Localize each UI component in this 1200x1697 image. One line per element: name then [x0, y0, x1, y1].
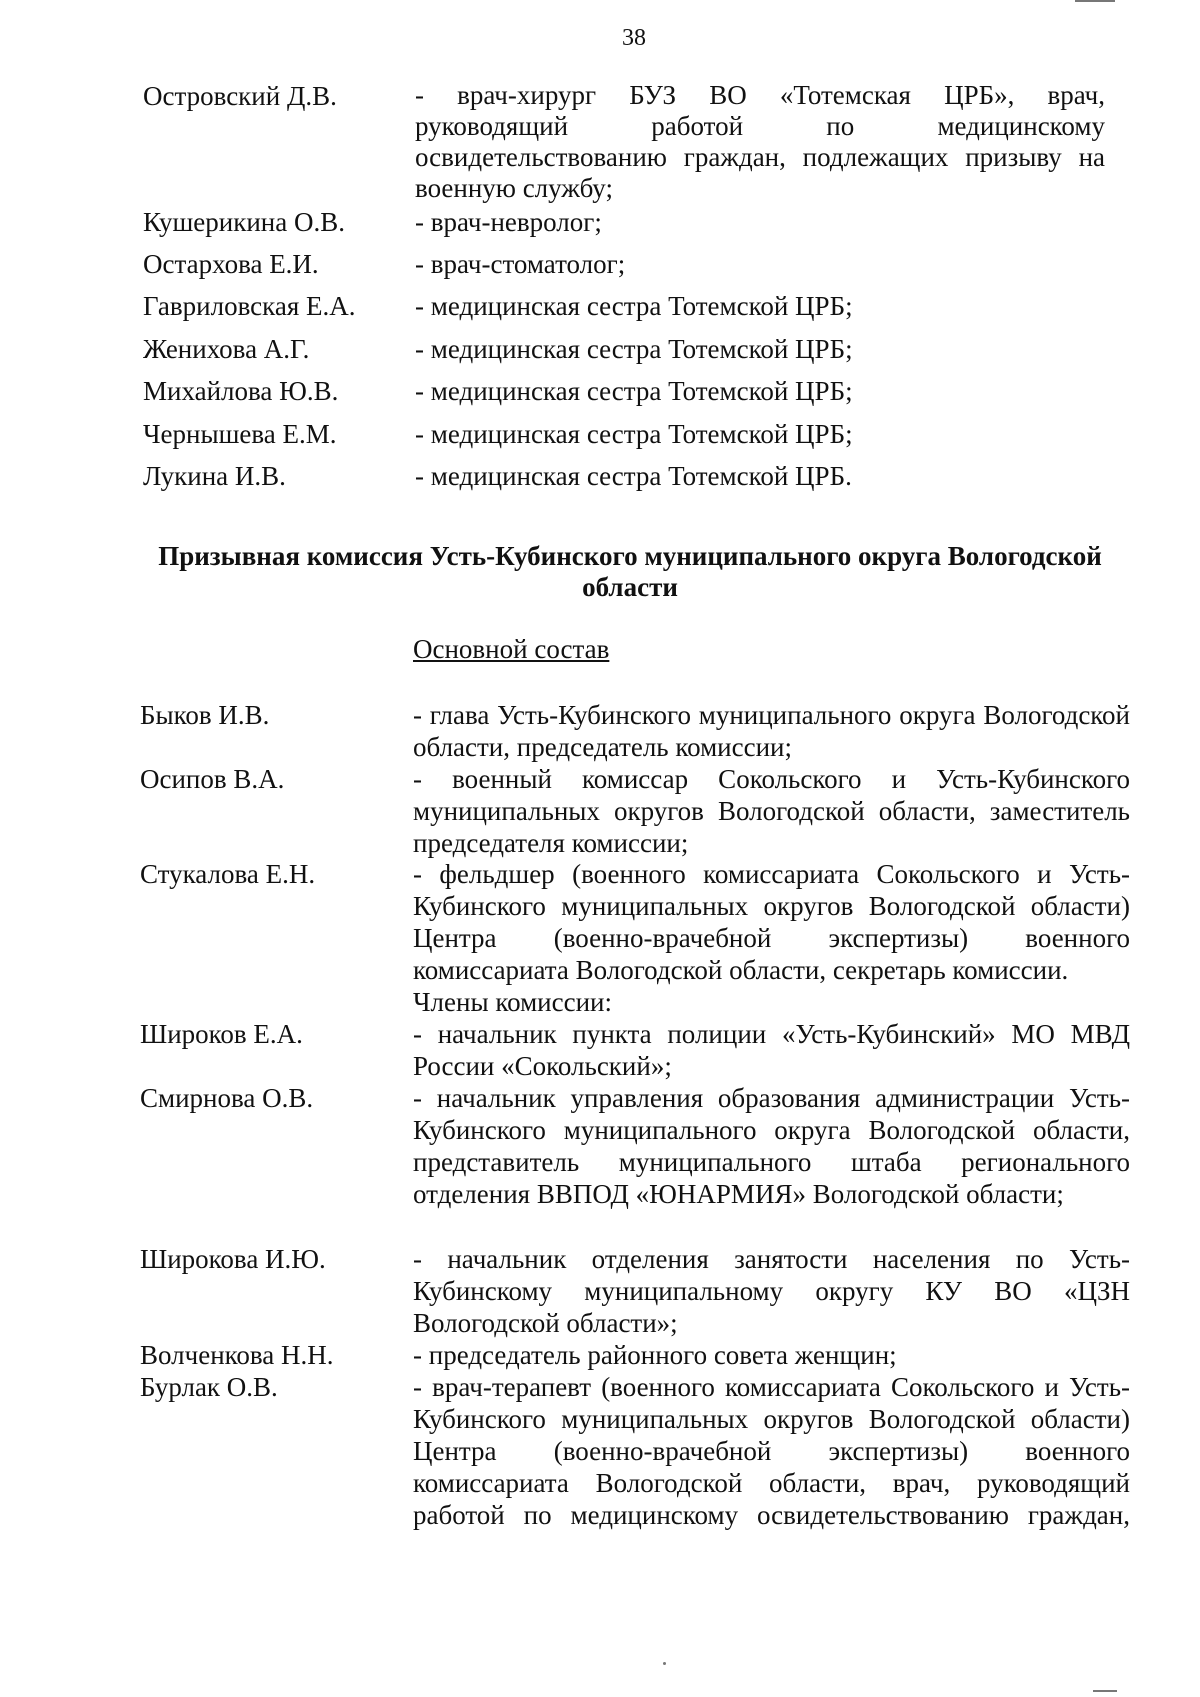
member-description: - начальник отделения занятости населения по Усть-Кубинскому муниципальному округу КУ ВО «ЦЗН Вологодской области»; [413, 1244, 1130, 1338]
member-description: - председатель районного совета женщин; [413, 1340, 897, 1370]
members-label: Члены комиссии: [413, 987, 612, 1017]
member-name: Быков И.В. [140, 700, 270, 730]
member-name: Женихова А.Г. [143, 334, 310, 364]
member-description: - медицинская сестра Тотемской ЦРБ; [415, 376, 853, 406]
member-description: - фельдшер (военного комиссариата Сокольского и Усть-Кубинского муниципальных округов Вологодской области) Центра (военно-врачебной экспертизы) военного комиссариата Вологодской области, секретарь комиссии. [413, 859, 1130, 985]
member-name: Бурлак О.В. [140, 1372, 278, 1402]
member-name: Остархова Е.И. [143, 249, 319, 279]
member-description: - медицинская сестра Тотемской ЦРБ; [415, 334, 853, 364]
member-name: Островский Д.В. [143, 81, 337, 111]
page-number: 38 [622, 25, 646, 51]
scan-dot [663, 1662, 666, 1665]
member-name: Михайлова Ю.В. [143, 376, 339, 406]
member-description: - начальник управления образования администрации Усть-Кубинского муниципального округа Вологодской области, представитель муниципального штаба регионального отделения ВВПОД «ЮНАРМИЯ» Вологодской области; [413, 1083, 1130, 1209]
member-name: Смирнова О.В. [140, 1083, 314, 1113]
member-name: Стукалова Е.Н. [140, 859, 316, 889]
member-name: Широков Е.А. [140, 1019, 303, 1049]
member-description: - врач-невролог; [415, 207, 602, 237]
member-name: Лукина И.В. [143, 461, 286, 491]
subsection-title: Основной состав [413, 634, 610, 664]
member-name: Волченкова Н.Н. [140, 1340, 334, 1370]
member-description: - начальник пункта полиции «Усть-Кубинский» МО МВД России «Сокольский»; [413, 1019, 1130, 1081]
section-title: Призывная комиссия Усть-Кубинского муниципального округа Вологодской области [158, 541, 1102, 602]
member-name: Гавриловская Е.А. [143, 291, 356, 321]
member-description: - врач-терапевт (военного комиссариата Сокольского и Усть-Кубинского муниципальных округов Вологодской области) Центра (военно-врачебной экспертизы) военного комиссариата Вологодской области, врач, руководящий работой по медицинскому освидетельствованию граждан, [413, 1372, 1130, 1530]
member-name: Широкова И.Ю. [140, 1244, 326, 1274]
scan-mark [1075, 0, 1115, 2]
member-description: - врач-стоматолог; [415, 249, 626, 279]
member-description: - медицинская сестра Тотемской ЦРБ; [415, 419, 853, 449]
scan-mark [1093, 1690, 1117, 1692]
member-description: - глава Усть-Кубинского муниципального округа Вологодской области, председатель комиссии; [413, 700, 1130, 762]
member-description: - военный комиссар Сокольского и Усть-Кубинского муниципальных округов Вологодской области, заместитель председателя комиссии; [413, 764, 1130, 858]
member-name: Кушерикина О.В. [143, 207, 345, 237]
member-name: Чернышева Е.М. [143, 419, 337, 449]
member-description: - врач-хирург БУЗ ВО «Тотемская ЦРБ», врач, руководящий работой по медицинскому освидетельствованию граждан, подлежащих призыву на военную службу; [415, 80, 1105, 203]
member-description: - медицинская сестра Тотемской ЦРБ; [415, 291, 853, 321]
member-name: Осипов В.А. [140, 764, 285, 794]
member-description: - медицинская сестра Тотемской ЦРБ. [415, 461, 852, 491]
